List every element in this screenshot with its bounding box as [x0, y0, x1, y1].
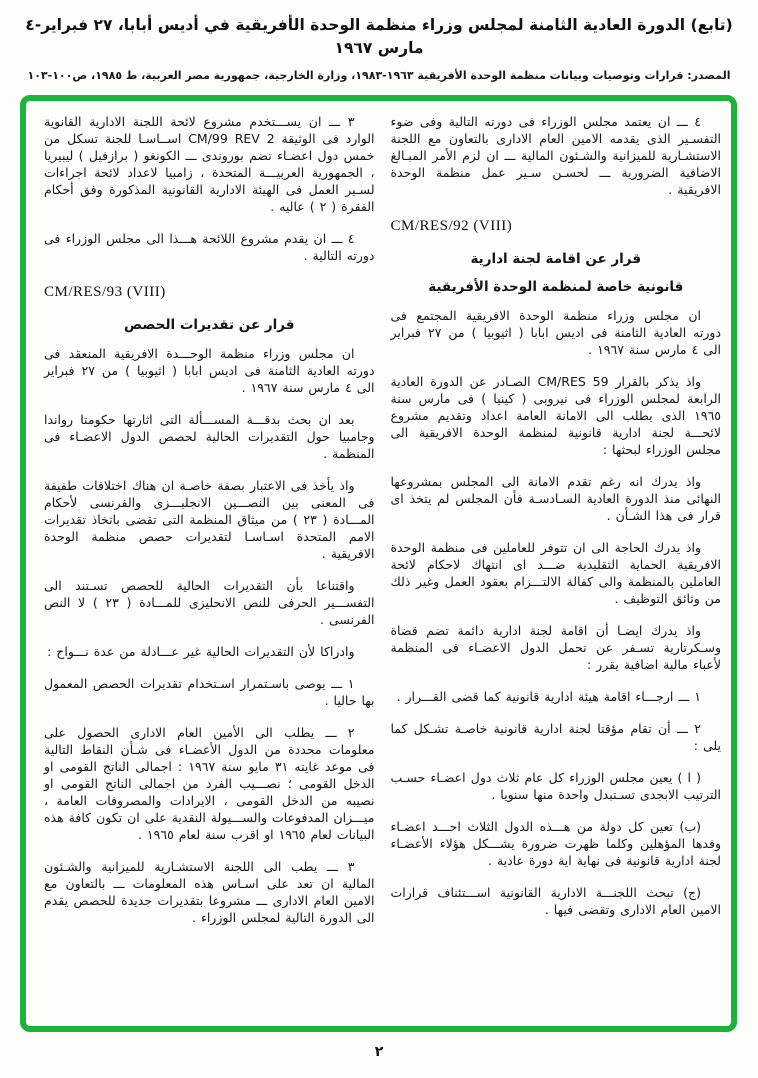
paragraph: واذ يأخذ فى الاعتبار بصفة خاصـة ان هناك اختلافات طفيفة فى المعنى بين النصـــين الانجليـــزى والفرنسى لأحكام المـــادة ( ٢٣ ) من ميثاق المنظمة التى تقضى باتخاذ تقديرات الامم المتحدة اسـاسـا لتقديرات حصص منظمة الوحدة الافريقية . — [44, 478, 375, 561]
paragraph: ان مجلس وزراء منظمة الوحـــدة الافريقية المنعقد فى دورته العادية الثامنة فى اديس ابابا ( اثيوبيا ) من ٢٧ فبراير الى ٤ مارس سنة ١٩٦٧ . — [44, 346, 375, 395]
paragraph: واذ يدرك ايضـا أن اقامة لجنة ادارية دائمة تضم قضاة وسـكرتارية تسـفر عن تحمل الدول الاعضـاء فى المنظمة لأعباء مالية اضافية يقرر : — [390, 623, 721, 672]
paragraph: واقتناعا بأن التقديرات الحالية للحصص تسـتند الى التفســـير الحرفى للنص الانحليزى للمـــادة ( ٢٣ ) لا النص الفرنسى . — [44, 578, 375, 627]
paragraph: وادراكا لأن التقديرات الحالية غير عـــادلة من عدة نـــواح : — [47, 644, 355, 659]
paragraph: ( ا ) يعين مجلس الوزراء كل عام ثلاث دول اعضـاء حسـب الترتيب الابجدى تسـتبدل واحدة منها سنويا . — [390, 770, 721, 802]
paragraph: ٤ ـــ ان يعتمد مجلس الوزراء فى دورته التالية وفى ضوء التفسـير الذى يقدمه الامين العام الادارى بالتعاون مع اللجنة الاستشـارية للميزانية والشـئون المالية ـــ ان لزم الأمر المبـالغ الاضافية الضرورية ـــ لحسـن سـير عمل منظمة الوحدة الافريقية . — [390, 114, 721, 197]
paragraph: ان مجلس وزراء منظمة الوحدة الافريقية المجتمع فى دورته العادية الثامنة فى اديس ابابا ( اثيوبيا ) من ٢٧ فبراير الى ٤ مارس سنة ١٩٦٧ . — [390, 308, 722, 357]
document-frame — [20, 95, 737, 1032]
source-citation: المصدر: قرارات وتوصيات وبيانات منظمة الوحدة الأفريقية ١٩٦٣-١٩٨٣، وزارة الخارجية، جمهورية مصر العربية، ط ١٩٨٥، ص١٠٠-١٠٣ — [27, 68, 731, 82]
paragraph: ٣ ـــ ان يســـتخدم مشروع لائحة اللجنة الادارية القانوية الوارد فى الوثيقة CM/99 REV 2 اســاسـا للجنة تسكل من خمس دول اعضـاء تضم بوروندى ـــ الكونغو ( برازفيل ) ليبيريا ، الجمهورية العربيـــة المتحدة ، زامبيا لاعداد لائحة اجراءات لسـير العمل فى الهيئة الادارية القانونية المذكورة وفق أحكام الفقرة ( ٢ ) عاليه . — [44, 114, 375, 214]
paragraph: ٢ ـــ يطلب الى الأمين العام الادارى الحصول على معلومات محددة من الدول الأعضـاء فى شـأن النقاط التالية فى موعد غايته ٣١ مايو سنة ١٩٦٧ : اجمالى الناتج القومى او الدخل القومى ؛ نصـــيب الفرد من اجمالى الناتج القومى او نصيبه من الدخل القومى ، الايرادات والمصروفات العامة ، ميـــزان المدفوعات والســـيولة النقدية على ان تكون كافة هذه البيانات لعام ١٩٦٥ او اقرب سنة لعام ١٩٦٥ . — [44, 725, 375, 842]
resolution-ref: CM/RES/93 (VIII) — [44, 284, 166, 300]
resolution-heading: قرار عن اقامة لجنة ادارية — [470, 251, 642, 267]
paragraph: ٤ ـــ ان يقدم مشروع اللائحة هـــذا الى مجلس الوزراء فى دورته التالية . — [44, 231, 375, 263]
paragraph: واذ يدرك انه رغم تقدم الامانة الى المجلس بمشروعها النهائى منذ الدورة العادية السـادسـة فأن المجلس لم يتخذ اى قرار فى هذا الشـأن . — [390, 474, 721, 523]
resolution-ref: CM/RES/92 (VIII) — [390, 218, 513, 234]
resolution-heading: قانونية خاصة لمنظمة الوحدة الأفريقية — [428, 279, 684, 295]
page-header — [0, 0, 758, 83]
paragraph: ١ ـــ ارجـــاء اقامة هيئة ادارية قانونية كما قضى القـــرار . — [396, 689, 701, 704]
resolution-heading: قرار عن تقديرات الحصص — [124, 317, 295, 333]
paragraph: (ب) تعين كل دولة من هـــذه الدول الثلاث احـــد اعضـاء وفدها المؤهلين وكلما ظهرت ضرورة يشـــكل هؤلاء الأعضـاء لجنة ادارية قانونية فى نهاية اية دورة عادية . — [390, 819, 721, 868]
paragraph: ١ ـــ يوصى باسـتمرار اسـتخدام تقديرات الحصص المعمول بها حاليا . — [44, 676, 375, 708]
paragraph: بعد ان بحث بدقـــة المســـألة التى اثارتها حكومتا رواندا وجامبيا حول التقديرات الحالية لحصص الدول الاعضـاء فى المنظمة . — [44, 412, 375, 461]
document-title: (تابع) الدورة العادية الثامنة لمجلس وزراء منظمة الوحدة الأفريقية في أديس أبابا، ٢٧ فبراير-٤ مارس ١٩٦٧ — [25, 16, 733, 58]
paragraph: واذ يدرك الحاجة الى ان تتوفر للعاملين فى منظمة الوحدة الافريقية الحماية التقليدية ضـــد اى انتهاك لاحكام لائحة العاملين بالمنظمة والى كفالة الالتـــزام بعقود العمل وغير ذلك من وثائق التوظيف . — [390, 540, 721, 606]
column-left — [44, 113, 375, 1018]
columns-container — [26, 101, 731, 1026]
paragraph: (ج) تبحث اللجنـــة الادارية القانونية اســـتئناف قرارات الامين العام الادارى وتقضى فيها . — [390, 885, 721, 917]
paragraph: واذ يذكر بالقرار CM/RES 59 الصـادر عن الدورة العادية الرابعة لمجلس الوزراء فى نيروبى ( كينيا ) فى مارس سنة ١٩٦٥ الذى يطلب الى الامانة العامة اعداد وتقديم مشروع لائحـــة لجنة ادارية قانونية لمنظمة الوحدة الافريقية الى مجلس الوزراء لبحثها : — [390, 374, 721, 457]
paragraph: ٣ ـــ يطب الى اللجنة الاستشـارية للميزانية والشـئون المالية ان تعد على اسـاس هذه المعلومات ـــ بالتعاون مع الامين العام الادارى ـــ مشروعا بتقديرات جديدة للحصص يقدم الى الدورة التالية لمجلس الوزراء . — [44, 859, 375, 925]
page-number: ٢ — [374, 1044, 384, 1060]
column-right — [391, 113, 722, 1018]
paragraph: ٢ ـــ أن تقام مؤقتا لجنة ادارية قانونية خاصـة تشـكل كما يلى : — [390, 721, 721, 753]
